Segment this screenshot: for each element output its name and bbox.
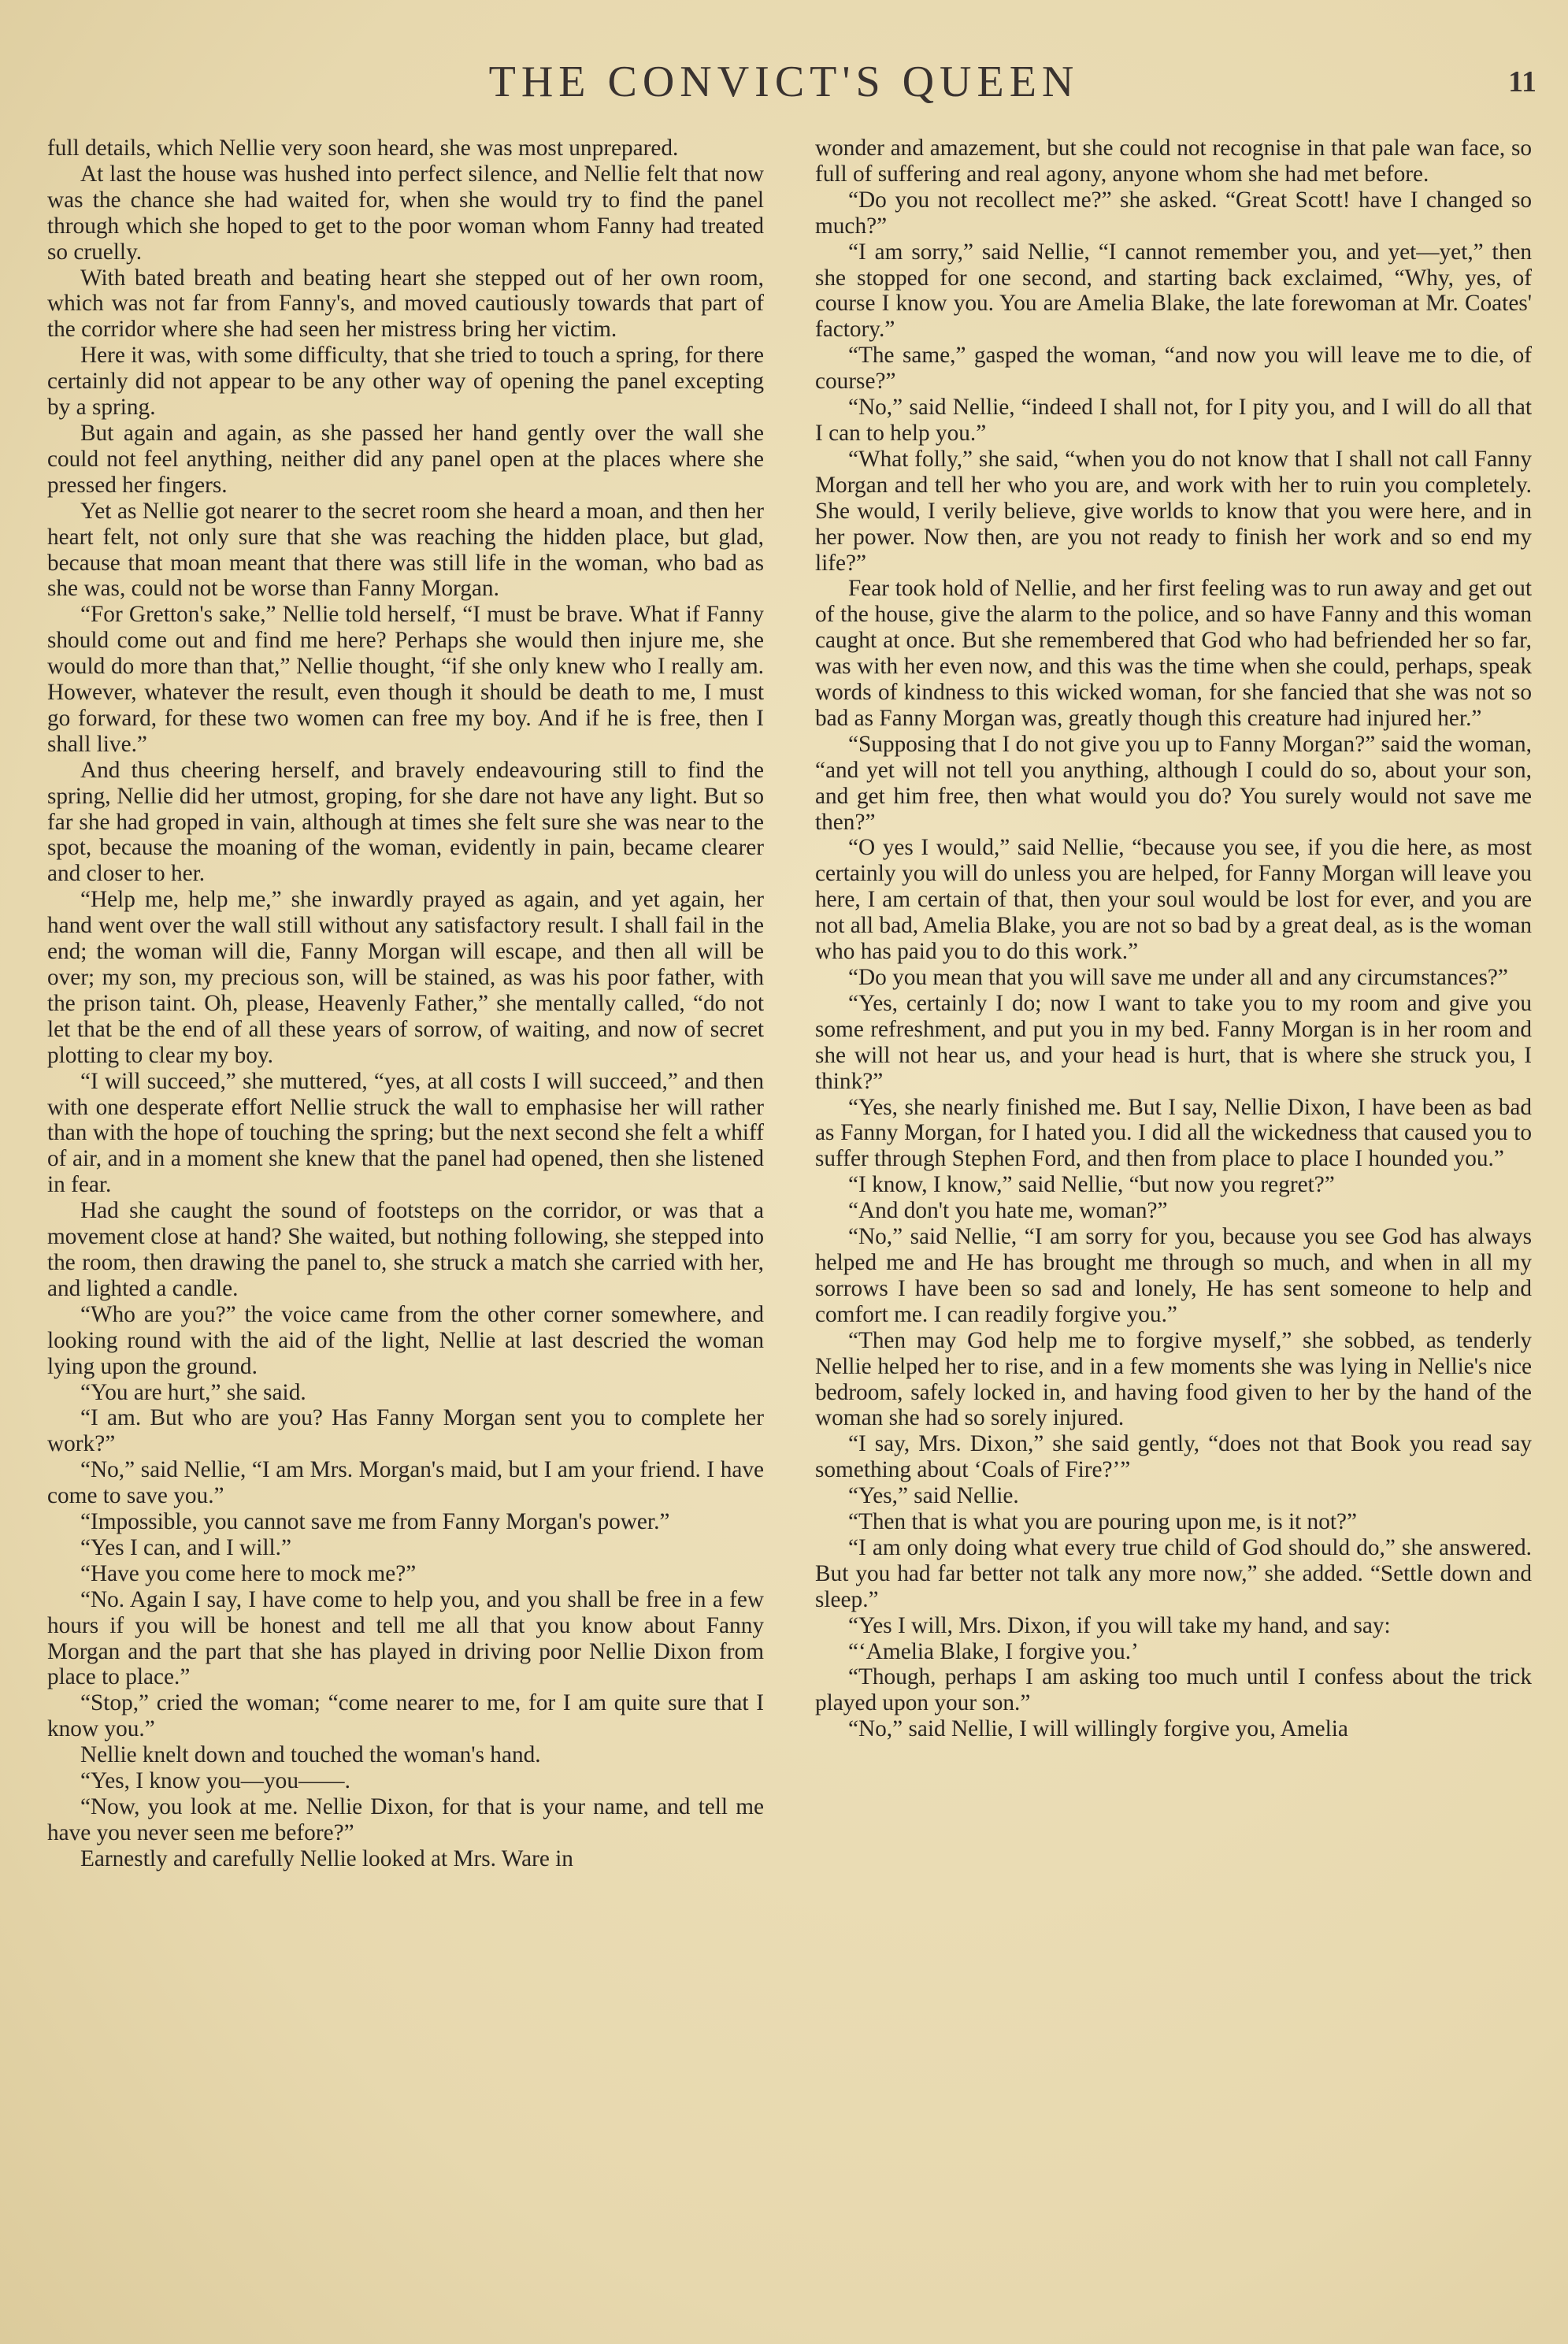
paragraph: “Yes, she nearly finished me. But I say, Nellie Dixon, I have been as bad as Fanny Morgan, for I hated you. I did all the wickedness that caused you to suffer through Stephen Ford, and then from place to place I hounded you.”: [815, 1094, 1532, 1172]
paragraph: “Yes,” said Nellie.: [848, 1483, 1019, 1509]
paragraph: “No,” said Nellie, “I am Mrs. Morgan's maid, but I am your friend. I have come to save you.”: [47, 1457, 764, 1509]
paragraph: “I will succeed,” she muttered, “yes, at all costs I will succeed,” and then with one desperate effort Nellie struck the wall to emphasise her will rather than with the hope of touching the spring; but the next second she felt a whiff of air, and in a moment she knew that the panel had opened, then she listened in fear.: [47, 1068, 764, 1198]
paragraph: “I know, I know,” said Nellie, “but now you regret?”: [848, 1172, 1335, 1198]
paragraph: Yet as Nellie got nearer to the secret room she heard a moan, and then her heart felt, not only sure that she was reaching the hidden place, but glad, because that moan meant that there was still life in the woman, who bad as she was, could not be worse than Fanny Morgan.: [47, 498, 764, 602]
paragraph: “Stop,” cried the woman; “come nearer to me, for I am quite sure that I know you.”: [47, 1690, 764, 1742]
paragraph: Nellie knelt down and touched the woman's hand.: [80, 1742, 541, 1768]
paragraph: “Yes I can, and I will.”: [80, 1534, 291, 1560]
paragraph: “For Gretton's sake,” Nellie told herself, “I must be brave. What if Fanny should come out and find me here? Perhaps she would then injure me, she would do more than that,” Nellie thought, “if she only knew who I really am. However, whatever the result, even though it should be death to me, I must go forward, for these two women can free my boy. And if he is free, then I shall live.”: [47, 602, 764, 757]
paragraph: “No,” said Nellie, “indeed I shall not, for I pity you, and I will do all that I can to help you.”: [815, 395, 1532, 446]
paragraph: “Supposing that I do not give you up to Fanny Morgan?” said the woman, “and yet will not tell you anything, although I could do so, about your son, and get him free, then what would you do? You surely would not save me then?”: [815, 731, 1532, 835]
paragraph: “No,” said Nellie, I will willingly forgive you, Amelia: [848, 1716, 1348, 1742]
paragraph: “Have you come here to mock me?”: [80, 1560, 417, 1586]
paragraph: “Who are you?” the voice came from the other corner somewhere, and looking round with the aid of the light, Nellie at last descried the woman lying upon the ground.: [47, 1301, 764, 1379]
page-number: 11: [1508, 65, 1536, 98]
paragraph: “Yes I will, Mrs. Dixon, if you will take my hand, and say:: [848, 1612, 1391, 1638]
paragraph: “Then that is what you are pouring upon me, is it not?”: [848, 1509, 1358, 1535]
paragraph: “Now, you look at me. Nellie Dixon, for that is your name, and tell me have you never seen me before?”: [47, 1794, 764, 1845]
paragraph: “No. Again I say, I have come to help you, and you shall be free in a few hours if you will be honest and tell me all that you know about Fanny Morgan and the part that she has played in driving poor Nellie Dixon from place to place.”: [47, 1586, 764, 1690]
paragraph: full details, which Nellie very soon heard, she was most unprepared.: [47, 135, 679, 161]
paragraph: Had she caught the sound of footsteps on the corridor, or was that a movement close at hand? She waited, but nothing following, she stepped into the room, then drawing the panel to, she struck a match she carried with her, and lighted a candle.: [47, 1198, 764, 1301]
right-text-column: [815, 135, 1532, 1742]
page-header: [0, 57, 1568, 120]
paragraph: “‘Amelia Blake, I forgive you.’: [848, 1638, 1139, 1664]
paragraph: But again and again, as she passed her hand gently over the wall she could not feel anything, neither did any panel open at the places where she pressed her fingers.: [47, 420, 764, 498]
paragraph: “Help me, help me,” she inwardly prayed as again, and yet again, her hand went over the wall still without any satisfactory result. I shall fail in the end; the woman will die, Fanny Morgan will escape, and then all will be over; my son, my precious son, will be stained, as was his poor father, with the prison taint. Oh, please, Heavenly Father,” she mentally called, “do not let that be the end of all these years of sorrow, of waiting, and now of secret plotting to clear my boy.: [47, 887, 764, 1068]
paragraph: And thus cheering herself, and bravely endeavouring still to find the spring, Nellie did her utmost, groping, for she dare not have any light. But so far she had groped in vain, although at times she felt sure she was near to the spot, because the moaning of the woman, evidently in pain, became clearer and closer to her.: [47, 757, 764, 887]
paragraph: “I am only doing what every true child of God should do,” she answered. But you had far better not talk any more now,” she added. “Settle down and sleep.”: [815, 1534, 1532, 1612]
paragraph: “O yes I would,” said Nellie, “because you see, if you die here, as most certainly you will do unless you are helped, for Fanny Morgan will leave you here, I am certain of that, then your soul would be lost for ever, and you are not all bad, Amelia Blake, you are not so bad by a great deal, as is the woman who has paid you to do this work.”: [815, 835, 1532, 965]
paragraph: “What folly,” she said, “when you do not know that I shall not call Fanny Morgan and tell her who you are, and work with her to ruin you completely. She would, I verily believe, give worlds to know that you were here, and in her power. Now then, are you not ready to finish her work and so end my life?”: [815, 446, 1532, 576]
paragraph: At last the house was hushed into perfect silence, and Nellie felt that now was the chance she had waited for, when she would try to find the panel through which she hoped to get to the poor woman whom Fanny had treated so cruelly.: [47, 161, 764, 265]
paragraph: “Though, perhaps I am asking too much until I confess about the trick played upon your son.”: [815, 1664, 1532, 1716]
paragraph: “No,” said Nellie, “I am sorry for you, because you see God has always helped me and He has brought me through so much, and when in all my sorrows I have been so sad and lonely, He has sent someone to help and comfort me. I can readily forgive you.”: [815, 1224, 1532, 1327]
paragraph: “Then may God help me to forgive myself,” she sobbed, as tenderly Nellie helped her to rise, and in a few moments she was lying in Nellie's nice bedroom, safely locked in, and having food given to her by the hand of the woman she had so sorely injured.: [815, 1327, 1532, 1431]
paragraph: “I am sorry,” said Nellie, “I cannot remember you, and yet—yet,” then she stopped for one second, and starting back exclaimed, “Why, yes, of course I know you. You are Amelia Blake, the late forewoman at Mr. Coates' factory.”: [815, 239, 1532, 343]
paragraph: With bated breath and beating heart she stepped out of her own room, which was not far from Fanny's, and moved cautiously towards that part of the corridor where she had seen her mistress bring her victim.: [47, 265, 764, 343]
paragraph: “I am. But who are you? Has Fanny Morgan sent you to complete her work?”: [47, 1405, 764, 1457]
paragraph: “Impossible, you cannot save me from Fanny Morgan's power.”: [80, 1509, 670, 1535]
paragraph: “I say, Mrs. Dixon,” she said gently, “does not that Book you read say something about ‘Coals of Fire?’”: [815, 1431, 1532, 1483]
paragraph: “Yes, I know you—you——.: [80, 1768, 350, 1794]
paragraph: wonder and amazement, but she could not recognise in that pale wan face, so full of suffering and real agony, anyone whom she had met before.: [815, 135, 1532, 187]
paragraph: “And don't you hate me, woman?”: [848, 1198, 1168, 1224]
paragraph: “Do you not recollect me?” she asked. “Great Scott! have I changed so much?”: [815, 187, 1532, 239]
paragraph: Here it was, with some difficulty, that she tried to touch a spring, for there certainly did not appear to be any other way of opening the panel excepting by a spring.: [47, 343, 764, 421]
running-title: THE CONVICT'S QUEEN: [488, 57, 1080, 106]
left-text-column: [47, 135, 764, 1872]
paragraph: “The same,” gasped the woman, “and now you will leave me to die, of course?”: [815, 343, 1532, 395]
paragraph: “You are hurt,” she said.: [80, 1379, 306, 1405]
paragraph: “Yes, certainly I do; now I want to take you to my room and give you some refreshment, and put you in my bed. Fanny Morgan is in her room and she will not hear us, and your head is hurt, that is where she struck you, I think?”: [815, 990, 1532, 1094]
paragraph: “Do you mean that you will save me under all and any circumstances?”: [848, 965, 1508, 990]
paragraph: Fear took hold of Nellie, and her first feeling was to run away and get out of the house, give the alarm to the police, and so have Fanny and this woman caught at once. But she remembered that God who had befriended her so far, was with her even now, and this was the time when she could, perhaps, speak words of kindness to this wicked woman, for she fancied that she was not so bad as Fanny Morgan was, greatly though this creature had injured her.”: [815, 576, 1532, 731]
paragraph: Earnestly and carefully Nellie looked at Mrs. Ware in: [80, 1845, 573, 1871]
